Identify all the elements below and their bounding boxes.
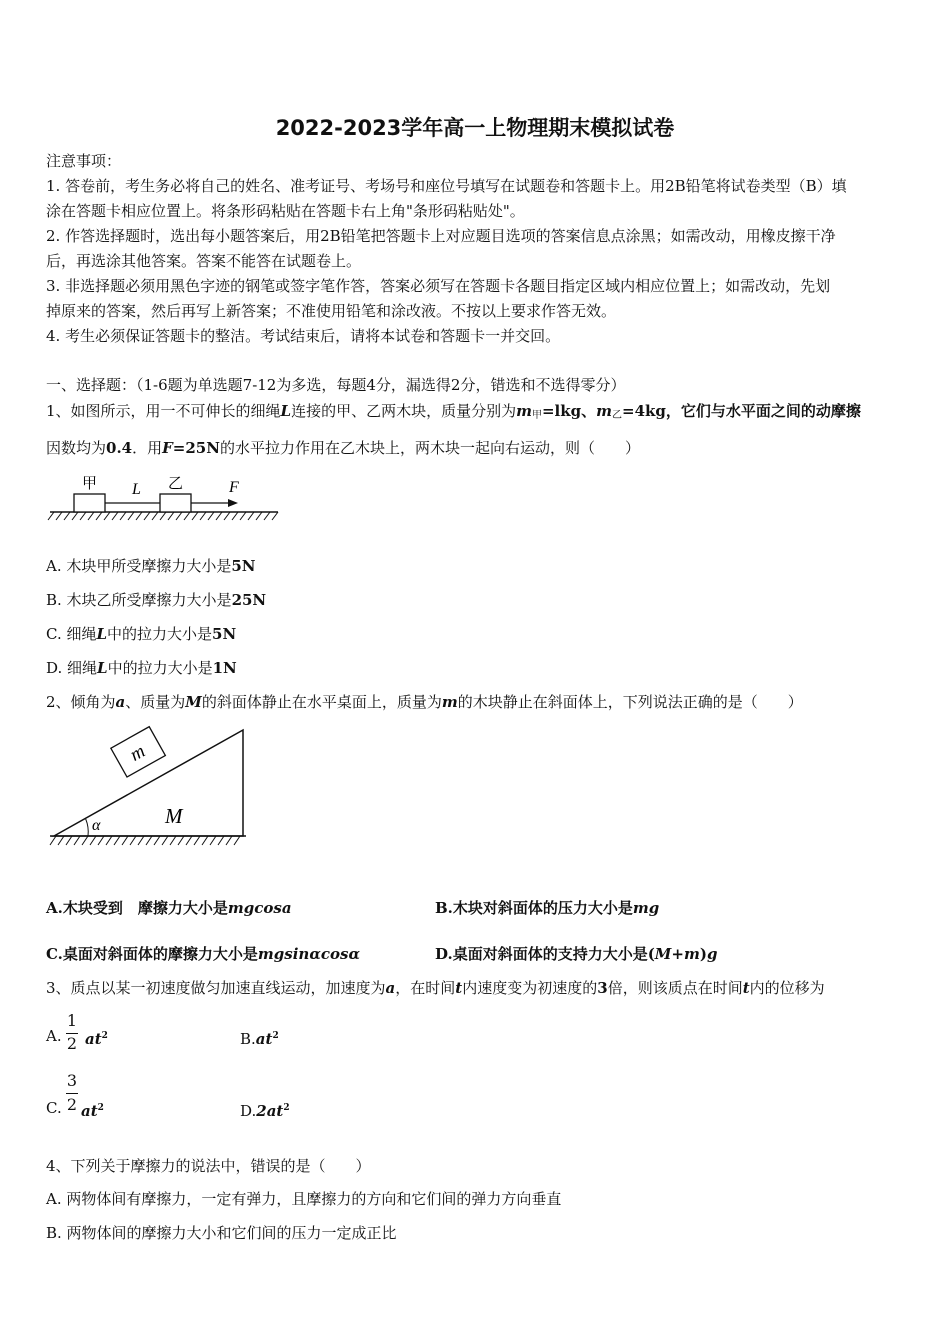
label-jia: 甲 bbox=[82, 476, 98, 492]
notice-item-2-line-2: 后，再选涂其他答案。答案不能答在试题卷上。 bbox=[46, 252, 362, 270]
notice-item-1-line-2: 涂在答题卡相应位置上。将条形码粘贴在答题卡右上角"条形码粘贴处"。 bbox=[46, 202, 525, 220]
question-4-stem: 4、下列关于摩擦力的说法中，错误的是（ ） bbox=[46, 1157, 371, 1175]
option-c-label: C. bbox=[46, 1099, 62, 1117]
notice-item-2-line-1: 2. 作答选择题时，选出每小题答案后，用2B铅笔把答题卡上对应题目选项的答案信息点涂黑；如需改动，用橡皮擦干净 bbox=[46, 227, 836, 245]
question-1-option-a[interactable]: A. 木块甲所受摩擦力大小是5N bbox=[46, 557, 256, 575]
question-1-option-b[interactable]: B. 木块乙所受摩擦力大小是25N bbox=[46, 591, 267, 609]
question-2-figure bbox=[48, 726, 248, 851]
question-3-stem: 3、质点以某一初速度做匀加速直线运动，加速度为a，在时间t内速度变为初速度的3倍，则该质点在时间t内的位移为 bbox=[46, 979, 825, 997]
notice-item-3-line-1: 3. 非选择题必须用黑色字迹的钢笔或签字笔作答，答案必须写在答题卡各题目指定区域内相应位置上；如需改动，先划 bbox=[46, 277, 831, 295]
question-1-stem-line-1: 1、如图所示，用一不可伸长的细绳L连接的甲、乙两木块，质量分别为$m_甲=lkg$、$m_乙=4kg$，它们与水平面之间的动摩擦 bbox=[46, 402, 861, 421]
question-3-option-b[interactable]: $B.at^2$ bbox=[240, 1030, 279, 1048]
question-4-option-b[interactable]: B. 两物体间的摩擦力大小和它们间的压力一定成正比 bbox=[46, 1224, 397, 1242]
question-1-option-d[interactable]: D. 细绳L中的拉力大小是1N bbox=[46, 659, 237, 677]
section-heading: 一、选择题：（1-6题为单选题7-12为多选，每题4分，漏选得2分，错选和不选得零分） bbox=[46, 376, 626, 394]
notice-item-4: 4. 考生必须保证答题卡的整洁。考试结束后，请将本试卷和答题卡一并交回。 bbox=[46, 327, 561, 345]
label-alpha: α bbox=[92, 817, 101, 834]
block-m bbox=[111, 727, 166, 777]
block-jia bbox=[74, 494, 105, 512]
question-1-figure bbox=[48, 470, 280, 526]
option-a-expression: $at^2$ bbox=[85, 1030, 108, 1048]
block-yi bbox=[160, 494, 191, 512]
fraction-bar bbox=[66, 1093, 78, 1094]
label-L: L bbox=[132, 481, 141, 498]
question-1-option-c[interactable]: C. 细绳L中的拉力大小是5N bbox=[46, 625, 237, 643]
notice-heading: 注意事项： bbox=[46, 152, 122, 170]
notice-item-3-line-2: 掉原来的答案，然后再写上新答案；不准使用铅笔和涂改液。不按以上要求作答无效。 bbox=[46, 302, 617, 320]
question-2-option-b[interactable]: B.木块对斜面体的压力大小是mg bbox=[435, 899, 660, 917]
notice-item-1-line-1: 1. 答卷前，考生务必将自己的姓名、准考证号、考场号和座位号填写在试题卷和答题卡上。用2B铅笔将试卷类型（B）填 bbox=[46, 177, 847, 195]
fraction-denominator: 2 bbox=[66, 1034, 78, 1053]
question-3-option-d[interactable]: $D.2at^2$ bbox=[240, 1102, 290, 1120]
page-title: 2022-2023学年高一上物理期末模拟试卷 bbox=[275, 116, 675, 140]
question-2-stem: 2、倾角为a、质量为M的斜面体静止在水平桌面上，质量为m的木块静止在斜面体上，下列说法正确的是（ ） bbox=[46, 693, 803, 711]
question-2-option-c[interactable]: C.桌面对斜面体的摩擦力大小是mgsinαcosα bbox=[46, 945, 360, 963]
fraction-numerator: 1 bbox=[66, 1011, 78, 1030]
svg-text:m: m bbox=[126, 740, 149, 766]
question-2-option-d[interactable]: D.桌面对斜面体的支持力大小是(M+m)g bbox=[435, 945, 718, 963]
option-c-expression: $at^2$ bbox=[81, 1102, 104, 1120]
label-M: M bbox=[165, 804, 183, 828]
question-4-option-a[interactable]: A. 两物体间有摩擦力，一定有弹力，且摩擦力的方向和它们间的弹力方向垂直 bbox=[46, 1190, 562, 1208]
fraction-numerator: 3 bbox=[66, 1071, 78, 1090]
question-2-option-a[interactable]: A.木块受到 摩擦力大小是mgcosa bbox=[46, 899, 292, 917]
option-a-label: A. bbox=[46, 1027, 62, 1045]
label-F: F bbox=[229, 479, 239, 496]
question-1-stem-line-2: 因数均为0.4．用F=25N的水平拉力作用在乙木块上，两木块一起向右运动，则（ ） bbox=[46, 439, 640, 457]
fraction-denominator: 2 bbox=[66, 1095, 78, 1114]
label-yi: 乙 bbox=[168, 476, 184, 492]
